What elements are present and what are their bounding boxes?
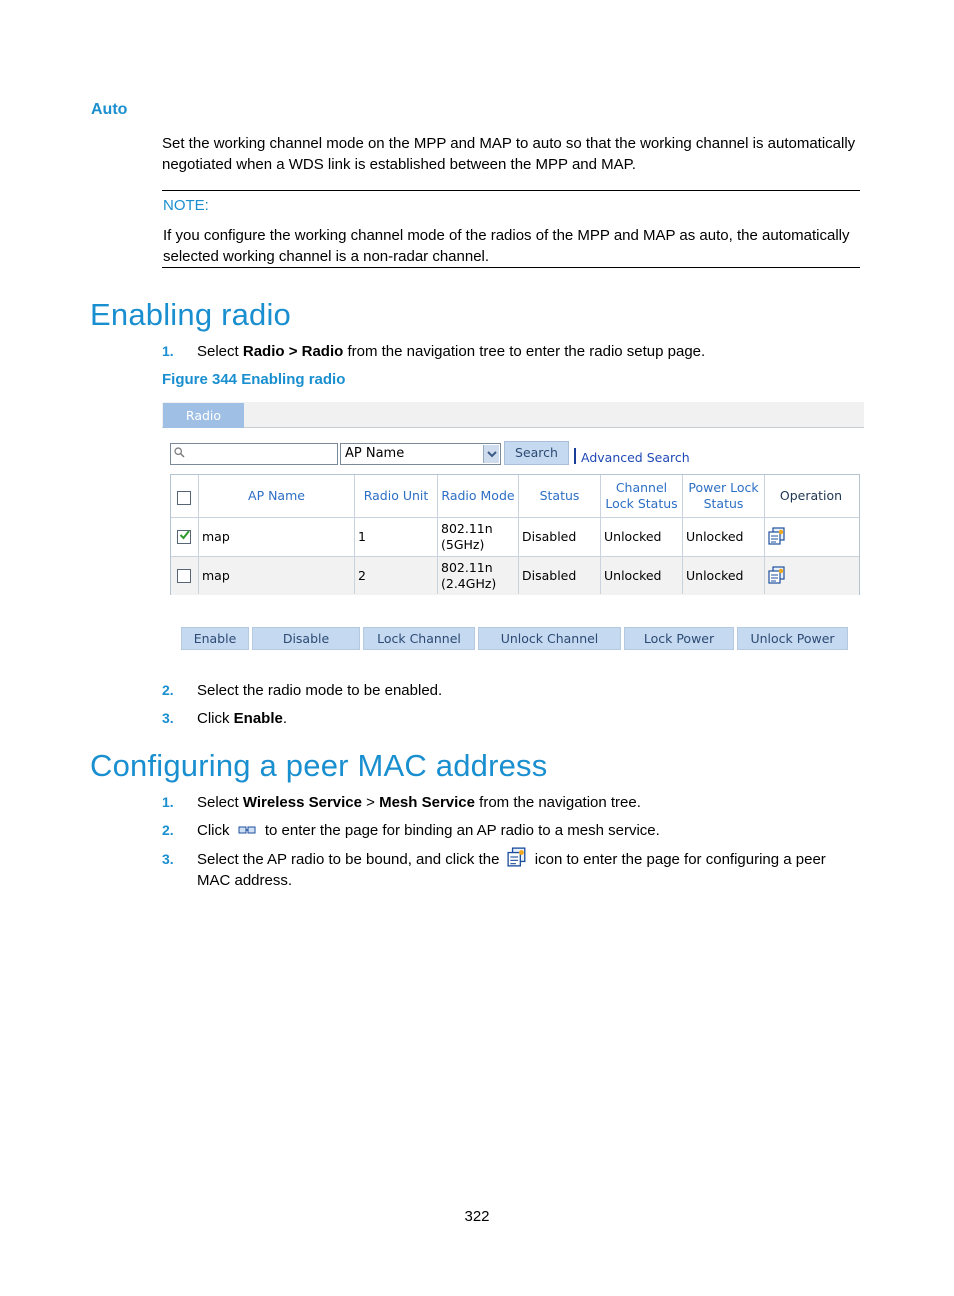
config-icon (507, 847, 527, 867)
cell-status: Disabled (522, 529, 577, 544)
check-icon (179, 529, 190, 540)
cell-radio-unit: 1 (358, 529, 366, 544)
column-header-channel-lock[interactable]: Channel Lock Status (601, 475, 682, 517)
step-number: 3. (162, 851, 174, 867)
select-value: AP Name (345, 446, 405, 461)
unlock-channel-button[interactable]: Unlock Channel (478, 627, 621, 650)
chevron-down-icon[interactable] (483, 445, 499, 463)
step-text: Select the radio mode to be enabled. (197, 682, 443, 699)
note-line1: If you configure the working channel mode of the radios of the MPP and MAP as auto, the automatically (163, 227, 850, 244)
cell-channel-lock: Unlocked (604, 568, 662, 583)
separator (574, 448, 576, 464)
note-bottom-rule (162, 267, 860, 268)
column-header-radio-unit[interactable]: Radio Unit (355, 475, 437, 517)
tab-radio[interactable]: Radio (163, 403, 244, 428)
cell-radio-unit: 2 (358, 568, 366, 583)
row-checkbox[interactable] (177, 530, 191, 544)
cell-power-lock: Unlocked (686, 529, 744, 544)
lock-power-button[interactable]: Lock Power (624, 627, 734, 650)
cell-power-lock: Unlocked (686, 568, 744, 583)
cell-ap-name: map (202, 529, 230, 544)
header-select-all[interactable] (171, 475, 198, 517)
step-number: 1. (162, 343, 174, 359)
note-line2: selected working channel is a non-radar channel. (163, 248, 490, 265)
step-text: Click Enable. (197, 710, 288, 727)
figure-caption: Figure 344 Enabling radio (162, 371, 346, 388)
cell-channel-lock: Unlocked (604, 529, 662, 544)
column-header-radio-mode[interactable]: Radio Mode (438, 475, 518, 517)
config-icon[interactable] (768, 566, 786, 584)
radio-setup-screenshot (162, 402, 864, 654)
step-number: 2. (162, 822, 174, 838)
bind-icon (238, 825, 256, 837)
search-input[interactable] (170, 443, 338, 465)
step-text: Select Radio > Radio from the navigation tree to enter the radio setup page. (197, 343, 706, 360)
tab-bar (162, 402, 864, 428)
table-row (171, 518, 859, 556)
row-checkbox[interactable] (177, 569, 191, 583)
heading-configuring-peer-mac: Configuring a peer MAC address (90, 748, 548, 783)
cell-status: Disabled (522, 568, 577, 583)
heading-auto: Auto (91, 101, 128, 118)
cell-radio-mode: 802.11n (2.4GHz) (441, 560, 497, 591)
column-header-status[interactable]: Status (519, 475, 600, 517)
search-button[interactable]: Search (504, 441, 569, 465)
lock-channel-button[interactable]: Lock Channel (363, 627, 475, 650)
auto-body-line1: Set the working channel mode on the MPP and MAP to auto so that the working channel is automatically (162, 135, 856, 152)
step-text: Click to enter the page for binding an AP radio to a mesh service. (197, 822, 660, 839)
disable-button[interactable]: Disable (252, 627, 360, 650)
step-number: 2. (162, 682, 174, 698)
enable-button[interactable]: Enable (181, 627, 249, 650)
config-icon[interactable] (768, 527, 786, 545)
page-number: 322 (464, 1208, 490, 1225)
select-all-checkbox[interactable] (177, 491, 191, 505)
search-icon (174, 447, 185, 458)
search-field-select[interactable] (340, 443, 501, 465)
column-header-power-lock[interactable]: Power Lock Status (683, 475, 764, 517)
table-row (171, 557, 859, 595)
cell-radio-mode: 802.11n (5GHz) (441, 521, 493, 552)
step-number: 1. (162, 794, 174, 810)
step-text: Select Wireless Service > Mesh Service from the navigation tree. (197, 794, 641, 811)
heading-enabling-radio: Enabling radio (90, 297, 292, 332)
column-header-ap-name[interactable]: AP Name (199, 475, 354, 517)
unlock-power-button[interactable]: Unlock Power (737, 627, 848, 650)
auto-body-line2: negotiated when a WDS link is established between the MPP and MAP. (162, 156, 636, 173)
step-number: 3. (162, 710, 174, 726)
note-top-rule (162, 190, 860, 191)
cell-ap-name: map (202, 568, 230, 583)
step-text: Select the AP radio to be bound, and click the icon to enter the page for configuring a peer MAC address. (197, 849, 862, 891)
advanced-search-link[interactable]: Advanced Search (581, 450, 690, 465)
note-label: NOTE: (163, 197, 209, 214)
radio-table (170, 474, 860, 595)
column-header-operation: Operation (765, 475, 857, 517)
